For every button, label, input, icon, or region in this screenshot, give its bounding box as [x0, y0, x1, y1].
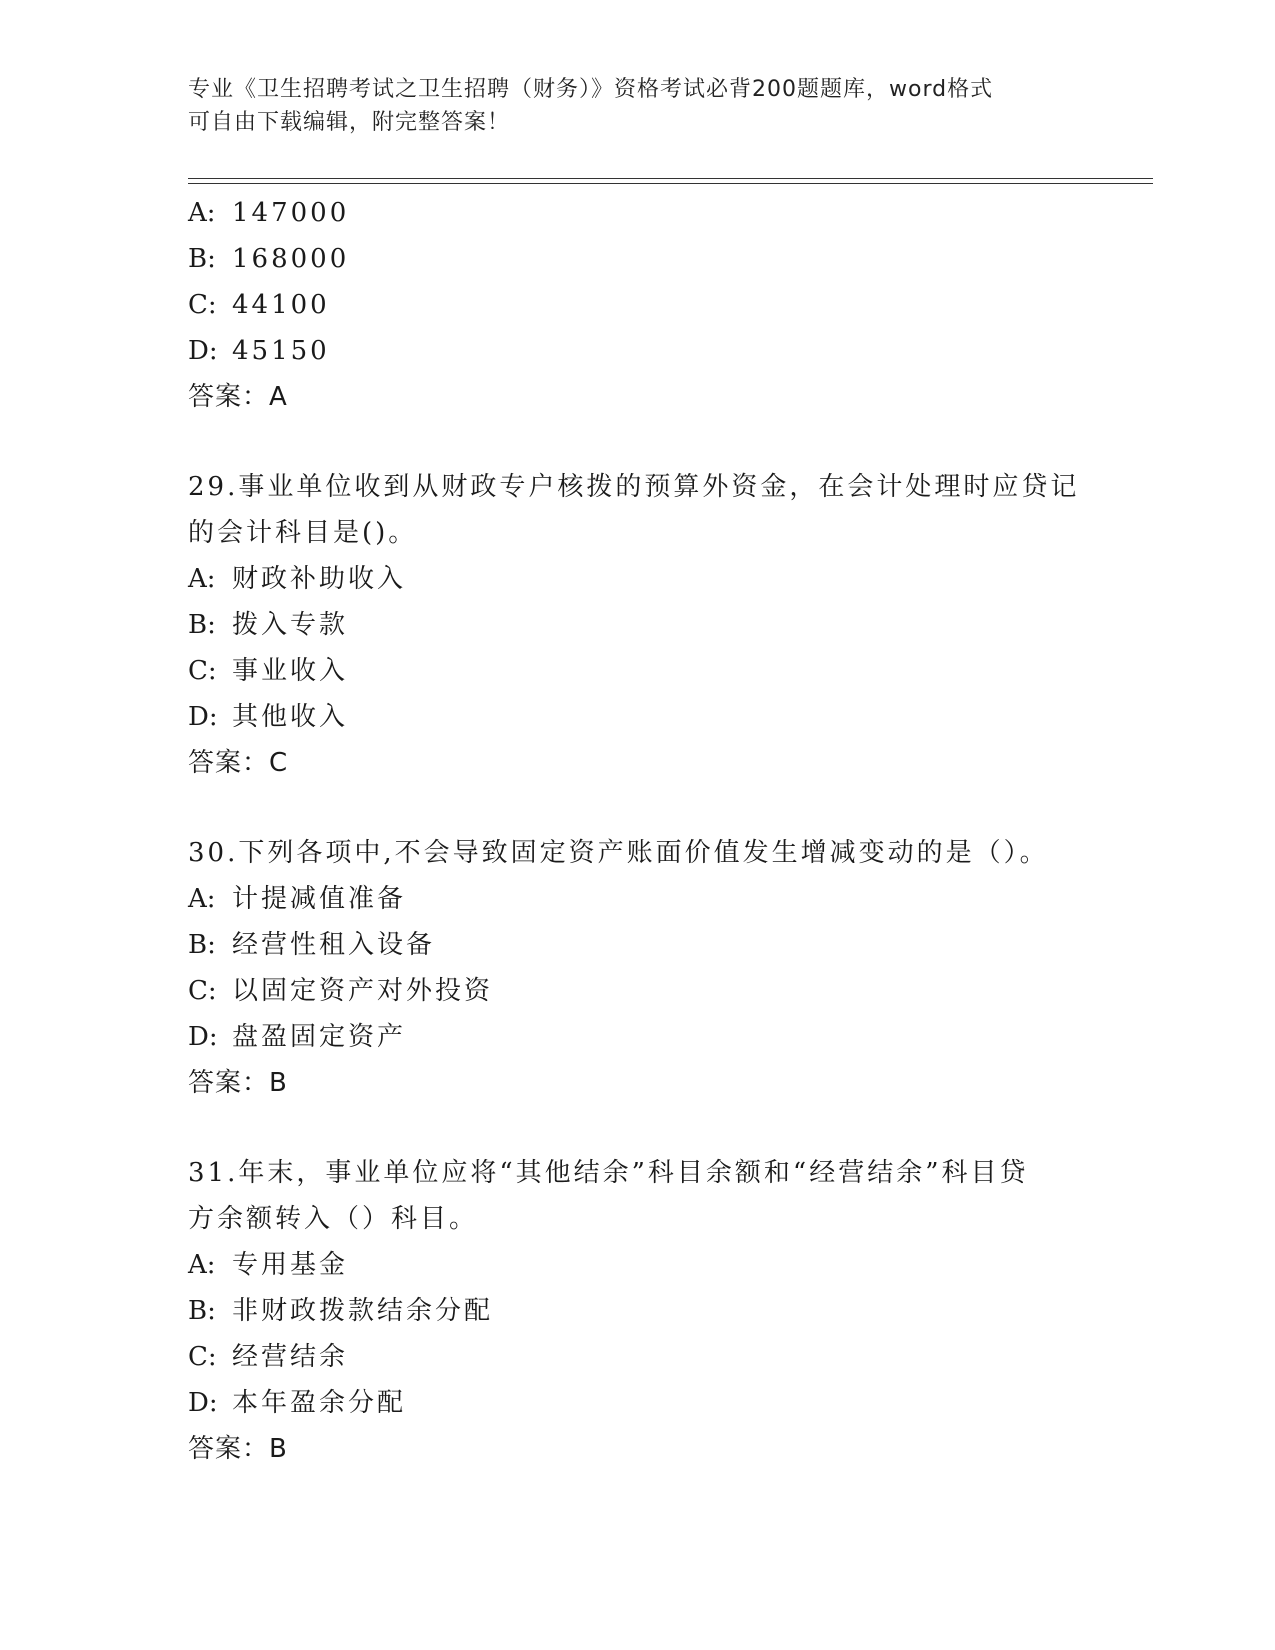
- option-letter: B:: [188, 610, 216, 640]
- question-list: [188, 190, 1088, 1472]
- option-letter: C:: [188, 290, 217, 320]
- option-text: 44100: [232, 290, 330, 320]
- option-text: 非财政拨款结余分配: [232, 1296, 494, 1326]
- spacer: [188, 1106, 1088, 1150]
- option-text: 147000: [232, 198, 350, 228]
- option-letter: A:: [188, 198, 216, 228]
- header-line-1: 专业《卫生招聘考试之卫生招聘（财务）》资格考试必背200题题库，word格式: [188, 77, 994, 102]
- question-31: [188, 1150, 1088, 1472]
- option-b: [188, 236, 1088, 282]
- option-text: 计提减值准备: [232, 884, 407, 914]
- option-letter: D:: [188, 702, 218, 732]
- option-d: [188, 1380, 1088, 1426]
- question-stem-line-2: 的会计科目是()。: [188, 518, 418, 548]
- option-letter: B:: [188, 244, 216, 274]
- option-text: 本年盈余分配: [232, 1388, 407, 1418]
- option-d: [188, 694, 1088, 740]
- option-a: [188, 556, 1088, 602]
- option-letter: A:: [188, 1250, 216, 1280]
- option-text: 盘盈固定资产: [232, 1022, 407, 1052]
- answer-line: 答案：B: [188, 1068, 288, 1098]
- option-letter: B:: [188, 930, 216, 960]
- answer-line: 答案：A: [188, 382, 288, 412]
- option-text: 财政补助收入: [232, 564, 407, 594]
- option-letter: C:: [188, 976, 217, 1006]
- option-b: [188, 1288, 1088, 1334]
- option-text: 拨入专款: [232, 610, 349, 640]
- spacer: [188, 420, 1088, 464]
- question-stem-line-1: 29.事业单位收到从财政专户核拨的预算外资金，在会计处理时应贷记: [188, 472, 1080, 502]
- question-28: [188, 190, 1088, 420]
- option-text: 经营结余: [232, 1342, 349, 1372]
- question-29: [188, 464, 1088, 786]
- option-text: 事业收入: [232, 656, 349, 686]
- question-stem-line-1: 30.下列各项中,不会导致固定资产账面价值发生增减变动的是（）。: [188, 838, 1049, 868]
- option-c: [188, 1334, 1088, 1380]
- option-letter: D:: [188, 336, 218, 366]
- answer-line: 答案：B: [188, 1434, 288, 1464]
- option-a: [188, 190, 1088, 236]
- answer-line: 答案：C: [188, 748, 289, 778]
- option-b: [188, 602, 1088, 648]
- document-header: [188, 73, 1068, 139]
- option-d: [188, 328, 1088, 374]
- option-d: [188, 1014, 1088, 1060]
- question-30: [188, 830, 1088, 1106]
- question-stem-line-2: 方余额转入（）科目。: [188, 1204, 479, 1234]
- option-letter: A:: [188, 564, 216, 594]
- option-text: 经营性租入设备: [232, 930, 436, 960]
- option-text: 168000: [232, 244, 350, 274]
- spacer: [188, 786, 1088, 830]
- option-a: [188, 876, 1088, 922]
- option-text: 45150: [232, 336, 330, 366]
- option-c: [188, 648, 1088, 694]
- option-text: 专用基金: [232, 1250, 349, 1280]
- option-text: 以固定资产对外投资: [232, 976, 494, 1006]
- option-a: [188, 1242, 1088, 1288]
- option-letter: D:: [188, 1022, 218, 1052]
- option-letter: C:: [188, 656, 217, 686]
- question-stem-line-1: 31.年末，事业单位应将“其他结余”科目余额和“经营结余”科目贷: [188, 1158, 1029, 1188]
- option-letter: C:: [188, 1342, 217, 1372]
- header-divider-bottom: [188, 183, 1153, 184]
- option-text: 其他收入: [232, 702, 349, 732]
- option-c: [188, 968, 1088, 1014]
- option-c: [188, 282, 1088, 328]
- header-divider-top: [188, 178, 1153, 179]
- header-line-2: 可自由下载编辑，附完整答案！: [188, 110, 511, 135]
- option-letter: D:: [188, 1388, 218, 1418]
- option-letter: A:: [188, 884, 216, 914]
- option-letter: B:: [188, 1296, 216, 1326]
- option-b: [188, 922, 1088, 968]
